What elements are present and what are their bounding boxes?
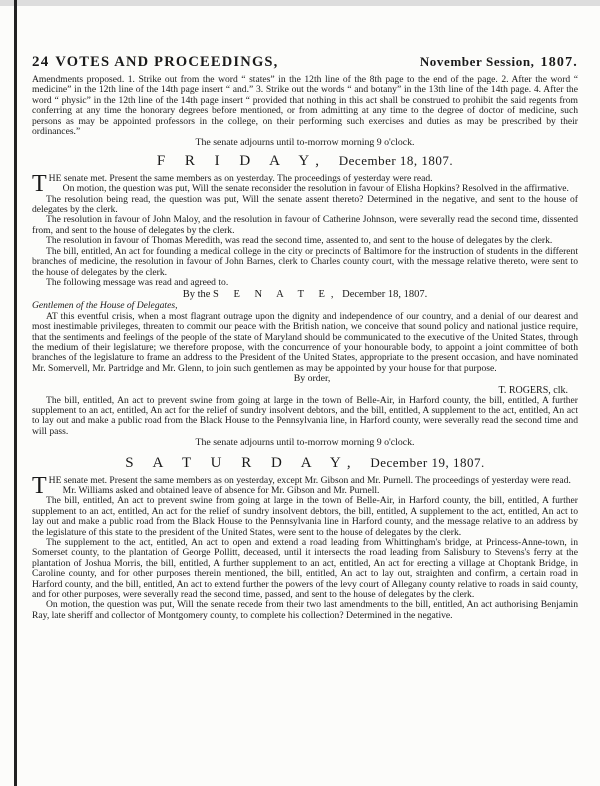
adjourn-notice: The senate adjourns until to-morrow morning 9 o'clock. [195,137,415,149]
amendments-paragraph: Amendments proposed. 1. Strike out from the word “ states” in the 12th line of the 8th page to the end of the page. 2. After the word “ medicine” in the 12th line of the 14th page insert “ and.” 3. Strike out the words “ and botany” in the 13th line of the 14th page. 4. After the word “ physic” in the 12th line of the 14th page insert “ provided that nothing in this act shall be construed to prohibit the said regents from conferring at any time the honorary degrees before mentioned, or from admitting at any time to the degree of doctor of medicine, such persons as may be appointed professors in the college, on their performing such exercises and duties as may be prescribed by their ordinances.” [32,74,578,138]
paragraph: The resolution being read, the question was put, Will the senate assent thereto? Determined in the negative, and sent to the house of delegates by the clerk. [32,193,578,216]
page-title: VOTES AND PROCEEDINGS, [55,54,279,70]
by-order-line: By order, [293,373,331,385]
adjourn-notice: The senate adjourns until to-morrow morning 9 o'clock. [195,437,415,449]
scan-top-edge [0,0,600,6]
binding-edge [14,0,17,786]
message-date: December 18, 1807. [342,289,428,301]
senate-label: S E N A T E, [213,289,340,301]
paragraph: The bill, entitled, An act for founding a medical college in the city or precincts of Baltimore for the instruction of students in the different branches of medicine, the resolution in favour of John Barnes, clerk to Charles county court, with the message relative thereto, were sent to the house of delegates by the clerk. [32,245,578,278]
paragraph: Mr. Williams asked and obtained leave of absence for Mr. Gibson and Mr. Purnell. [62,485,380,496]
session-year: 1807. [540,55,578,70]
message-salutation: Gentlemen of the House of Delegates, [32,300,178,312]
saturday-opening-paragraph: THE senate met. Present the same members as on yesterday, except Mr. Gibson and Mr. Purnell. The proceedings of yesterday were read. [32,472,571,499]
session-label: November Session, [419,54,535,69]
drop-cap: T [32,170,47,197]
message-body: AT this eventful crisis, when a most flagrant outrage upon the dignity and independence of our country, and a denial of our dearest and most inestimable privileges, threaten to commit our peace with the British nation, we conceive that sound policy and national justice require, that the sentiments and feelings of the people of the state of Maryland should be communicated to the executive of the United States, through the medium of their legislature; we therefore propose, with the concurrence of your honourable body, to appoint a joint committee of both branches of the legislature to frame an address to the President of the United States, appropriate to the present occasion, and have nominated Mr. Somervell, Mr. Partridge and Mr. Glenn, to join such gentlemen as may be appointed by your house for that purpose. [32,310,578,374]
paragraph: The following message was read and agreed to. [46,276,229,288]
page-number: 24 [32,54,50,70]
paragraph: On motion, the question was put, Will the senate recede from their two last amendments to the bill, entitled, An act authorising Benjamin Ray, late sheriff and collector of Montgomery county, to complete his collection? Determined in the negative. [32,599,578,621]
day-name: S A T U R D A Y, [125,454,359,471]
paragraph: The supplement to the act, entitled, An act to open and extend a road leading from Whittingham's bridge, at Princess-Anne-town, in Somerset county, to the plantation of George Pollitt, deceased, until it intersects the road leading from Salisbury to Stevens's ferry at the plantation of Joshua Morris, the bill, entitled, A further supplement to an act, entitled, An act for erecting a village at Choptank Bridge, in Caroline county, and for other purposes therein mentioned, the bill, entitled, An act to lay out, straighten and confirm, a certain road in Harford county, and the bill, entitled, An act to extend further the powers of the levy court of Allegany county relative to roads in said county, and for other purposes, were severally read the second time, passed, and sent to the house of delegates by the clerk. [32,537,578,601]
friday-opening-paragraph: THE senate met. Present the same members as on yesterday. The proceedings of yesterday were read. [32,170,433,197]
paragraph: The resolution in favour of John Maloy, and the resolution in favour of Catherine Johnson, were severally read the second time, dissented from, and sent to the house of delegates by the clerk. [32,214,578,236]
day-name: F R I D A Y, [156,152,328,169]
saturday-heading [32,455,578,472]
drop-cap: T [32,472,47,499]
paragraph: The bill, entitled, An act to prevent swine from going at large in the town of Belle-Air, in Harford county, the bill, entitled, A further supplement to an act, entitled, An act for the relief of sundry insolvent debtors, and the bill, entitled, A supplement to the act, entitled, An act to lay out and make a public road from the Black House to the Pennsylvania line, in Harford county, were severally read the second time and will pass. [32,394,578,437]
clerk-signature: T. ROGERS, clk. [498,384,568,396]
day-date: December 18, 1807. [338,152,454,168]
running-head [32,54,578,71]
paragraph: On motion, the question was put, Will the senate reconsider the resolution in favour of Elisha Hopkins? Resolved in the affirmative. [62,183,569,195]
paragraph: The resolution in favour of Thomas Meredith, was read the second time, assented to, and sent to the house of delegates by the clerk. [46,235,553,247]
friday-heading [32,153,578,170]
paragraph: The bill, entitled, An act to prevent swine from going at large in the town of Belle-Air, in Harford county, the bill, entitled, A further supplement to an act, entitled, An act for the relief of sundry insolvent debtors, the bill, entitled, A supplement to the act, entitled, An act to lay out and make a public road from the Black House to the Pennsylvania line in Harford county, and the message relative to an address by the legislature of this state to the president of the United States, were sent to the house of delegates by the clerk. [32,495,578,538]
day-date: December 19, 1807. [370,454,485,470]
message-header: By the S E N A T E, December 18, 1807. [182,289,428,301]
